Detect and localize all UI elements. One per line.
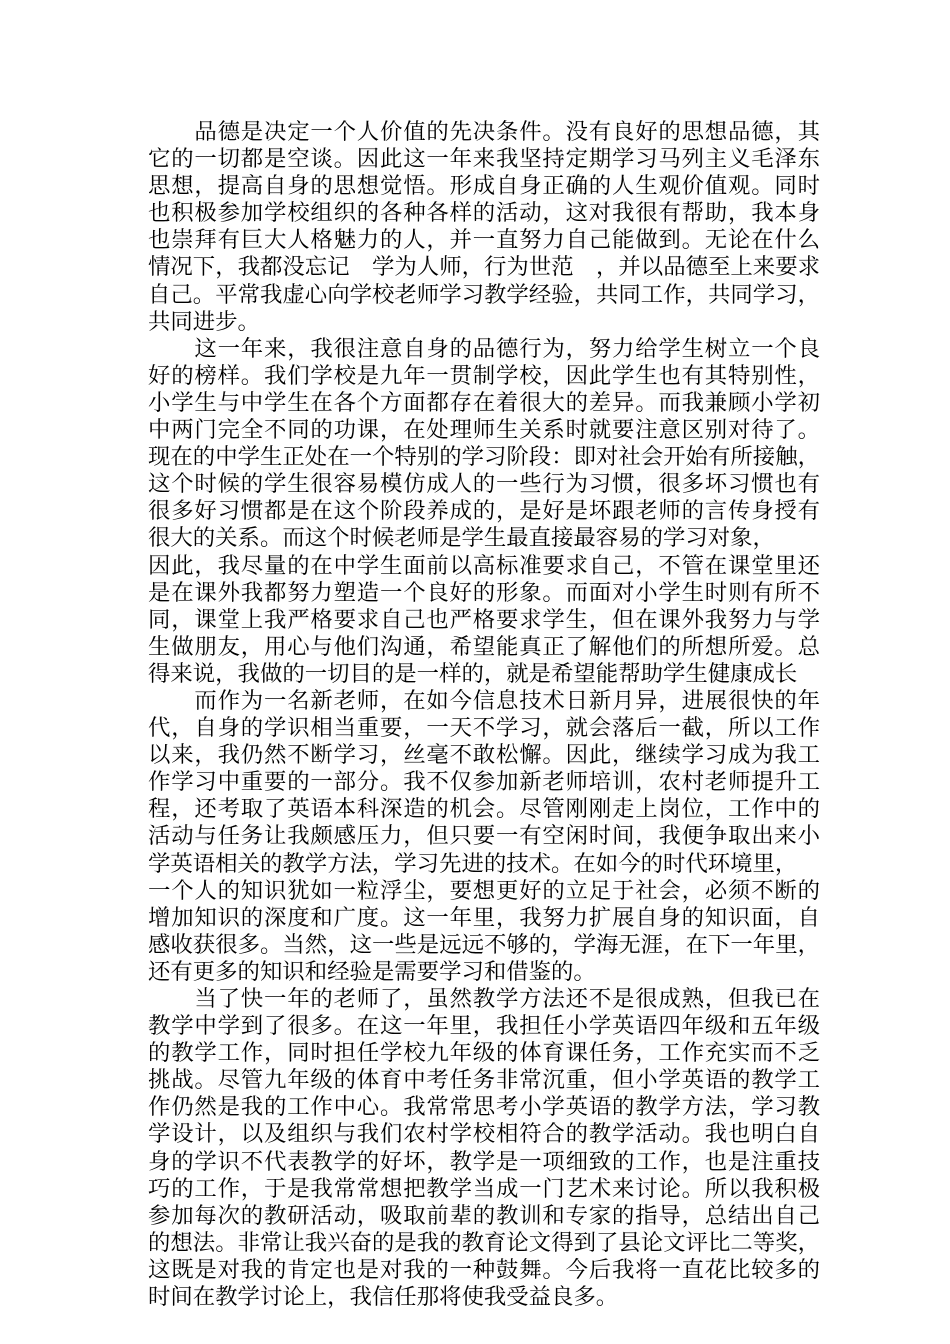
text-line: 得来说，我做的一切目的是一样的，就是希望能帮助学生健康成长 (148, 660, 798, 687)
text-line: 的想法。非常让我兴奋的是我的教育论文得到了县论文评比二等奖， (148, 1229, 820, 1256)
text-line: 学设计，以及组织与我们农村学校相符合的教学活动。我也明白自 (148, 1121, 820, 1148)
text-line: 代，自身的学识相当重要，一天不学习，就会落后一截，所以工作 (148, 715, 820, 742)
text-line: 也崇拜有巨大人格魅力的人，并一直努力自己能做到。无论在什么 (148, 227, 820, 254)
text-line: 还有更多的知识和经验是需要学习和借鉴的。 (148, 958, 596, 985)
text-line: 品德是决定一个人价值的先决条件。没有良好的思想品德，其 (148, 119, 820, 145)
text-line: 作仍然是我的工作中心。我常常思考小学英语的教学方法，学习教 (148, 1094, 820, 1121)
text-line: 感收获很多。当然，这一些是远远不够的，学海无涯，在下一年里， (148, 931, 820, 958)
text-line: 生做朋友，用心与他们沟通，希望能真正了解他们的所想所爱。总 (148, 633, 820, 660)
text-line: 自己。平常我虚心向学校老师学习教学经验，共同工作，共同学习， (148, 281, 820, 308)
text-line: 作学习中重要的一部分。我不仅参加新老师培训，农村老师提升工 (148, 769, 820, 796)
paragraph-2 (148, 336, 820, 688)
text-line: 中两门完全不同的功课，在处理师生关系时就要注意区别对待了。 (148, 417, 820, 444)
text-line: 这个时候的学生很容易模仿成人的一些行为习惯，很多坏习惯也有 (148, 471, 820, 498)
text-line: 当了快一年的老师了，虽然教学方法还不是很成熟，但我已在 (148, 986, 820, 1012)
text-line: 身的学识不代表教学的好坏，教学是一项细致的工作，也是注重技 (148, 1148, 820, 1175)
text-line: 同，课堂上我严格要求自己也严格要求学生，但在课外我努力与学 (148, 606, 820, 633)
text-line: 巧的工作，于是我常常想把教学当成一门艺术来讨论。所以我积极 (148, 1175, 820, 1202)
text-line: 这一年来，我很注意自身的品德行为，努力给学生树立一个良 (148, 335, 820, 362)
text-line: 活动与任务让我颇感压力，但只要一有空闲时间，我便争取出来小 (148, 823, 820, 850)
text-line: 是在课外我都努力塑造一个良好的形象。而面对小学生时则有所不 (148, 579, 820, 606)
text-line: 教学中学到了很多。在这一年里，我担任小学英语四年级和五年级 (148, 1013, 820, 1040)
text-line: 以来，我仍然不断学习，丝毫不敢松懈。因此，继续学习成为我工 (148, 742, 820, 769)
text-line: 很大的关系。而这个时候老师是学生最直接最容易的学习对象， (148, 525, 775, 552)
text-line: 增加知识的深度和广度。这一年里，我努力扩展自身的知识面，自 (148, 904, 820, 931)
paragraph-1 (148, 119, 820, 336)
text-line: 也积极参加学校组织的各种各样的活动，这对我很有帮助，我本身 (148, 200, 820, 227)
text-line: 时间在教学讨论上，我信任那将使我受益良多。 (148, 1284, 619, 1311)
text-line: 这既是对我的肯定也是对我的一种鼓舞。今后我将一直花比较多的 (148, 1256, 820, 1283)
text-line: 好的榜样。我们学校是九年一贯制学校，因此学生也有其特别性， (148, 362, 820, 389)
text-line: 小学生与中学生在各个方面都存在着很大的差异。而我兼顾小学初 (148, 389, 820, 416)
text-line: 而作为一名新老师，在如今信息技术日新月异，进展很快的年 (148, 687, 820, 714)
text-line: 它的一切都是空谈。因此这一年来我坚持定期学习马列主义毛泽东 (148, 146, 820, 173)
text-line: 现在的中学生正处在一个特别的学习阶段：即对社会开始有所接触， (148, 444, 820, 471)
text-line: 学英语相关的教学方法，学习先进的技术。在如今的时代环境里， (148, 850, 798, 877)
text-line: 因此，我尽量的在中学生面前以高标准要求自己，不管在课堂里还 (148, 552, 820, 579)
text-line: 情况下，我都没忘记 学为人师，行为世范 ，并以品德至上来要求 (148, 254, 820, 281)
paragraph-3 (148, 688, 820, 986)
text-line: 一个人的知识犹如一粒浮尘，要想更好的立足于社会，必须不断的 (148, 877, 820, 904)
text-line: 共同进步。 (148, 308, 260, 335)
text-line: 参加每次的教研活动，吸取前辈的教训和专家的指导，总结出自己 (148, 1202, 820, 1229)
text-line: 思想，提高自身的思想觉悟。形成自身正确的人生观价值观。同时 (148, 173, 820, 200)
text-line: 的教学工作，同时担任学校九年级的体育课任务，工作充实而不乏 (148, 1040, 820, 1067)
text-line: 挑战。尽管九年级的体育中考任务非常沉重，但小学英语的教学工 (148, 1067, 820, 1094)
text-line: 很多好习惯都是在这个阶段养成的，是好是坏跟老师的言传身授有 (148, 498, 820, 525)
text-line: 程，还考取了英语本科深造的机会。尽管刚刚走上岗位，工作中的 (148, 796, 820, 823)
paragraph-4 (148, 986, 820, 1311)
document-page (148, 119, 820, 1311)
